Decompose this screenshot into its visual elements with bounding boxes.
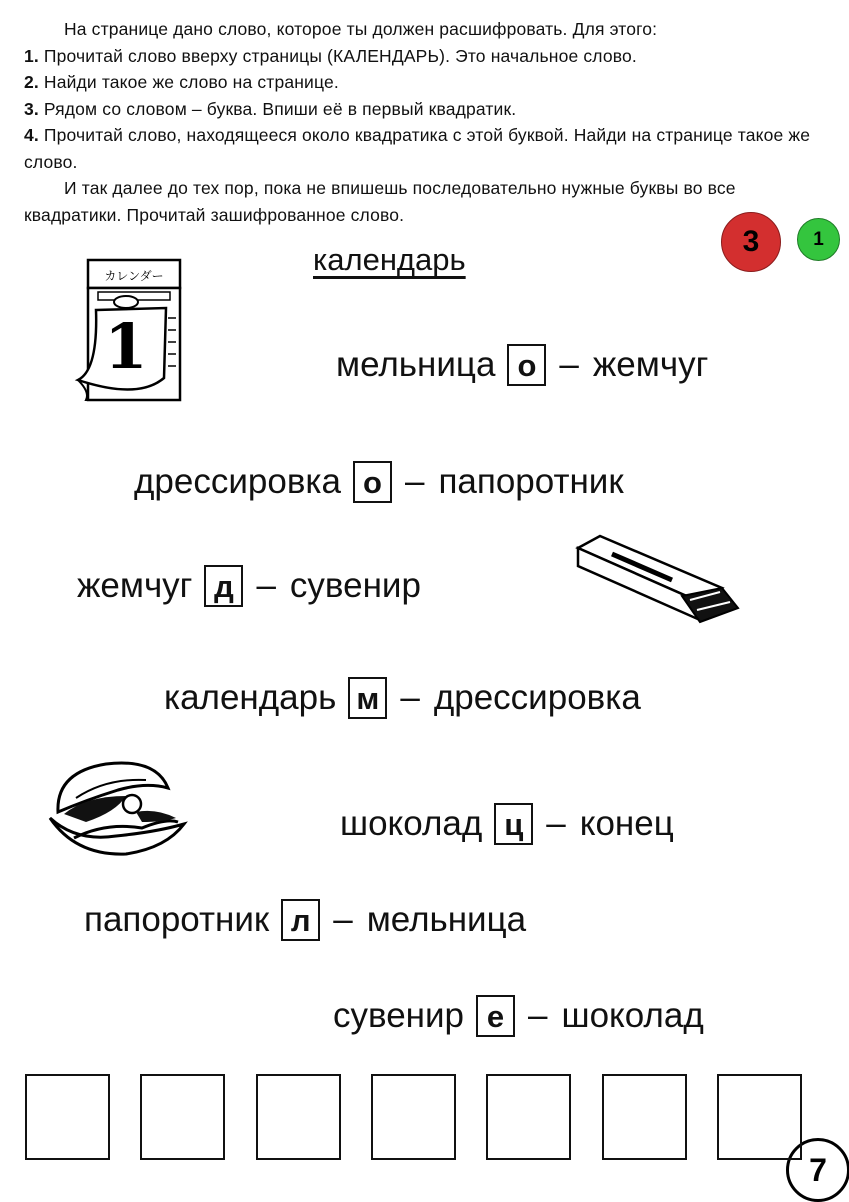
pair-letter: о [353, 461, 392, 503]
answer-box-3[interactable] [256, 1074, 341, 1160]
word-pair-5 [340, 803, 674, 845]
pair-left-word: шоколад [340, 804, 483, 843]
pearl-oyster-icon [46, 752, 191, 862]
pair-letter: е [476, 995, 515, 1037]
instruction-step-1: 1. Прочитай слово вверху страницы (КАЛЕНДАРЬ). Это начальное слово. [24, 45, 637, 66]
score-badge-red: 3 [721, 212, 781, 272]
word-pair-3 [77, 565, 421, 607]
pair-dash: – [404, 462, 425, 501]
pair-left-word: папоротник [84, 900, 270, 939]
pair-right-word: дрессировка [433, 678, 641, 717]
pair-right-word: шоколад [561, 996, 704, 1035]
pair-right-word: мельница [366, 900, 527, 939]
pair-letter: ц [494, 803, 533, 845]
pair-right-word: жемчуг [592, 345, 709, 384]
instruction-step-3: 3. Рядом со словом – буква. Впиши её в первый квадратик. [24, 98, 517, 119]
word-pair-1 [336, 344, 708, 386]
word-pair-2 [134, 461, 624, 503]
pair-right-word: конец [579, 804, 674, 843]
calendar-icon [68, 250, 188, 405]
instructions-intro: На странице дано слово, которое ты должен расшифровать. Для этого: [64, 19, 658, 39]
answer-box-7[interactable] [717, 1074, 802, 1160]
pair-left-word: мельница [336, 345, 496, 384]
pair-right-word: папоротник [438, 462, 624, 501]
word-pair-6 [84, 899, 526, 941]
calendar-label: カレンダー [104, 269, 164, 283]
instructions [24, 16, 824, 228]
calendar-day: 1 [104, 310, 148, 383]
page-number-badge: 7 [786, 1138, 849, 1202]
pair-letter: д [204, 565, 243, 607]
instruction-step-4: 4. Прочитай слово, находящееся около квадратика с этой буквой. Найди на странице такое же слово. [24, 125, 811, 172]
pair-right-word: сувенир [289, 566, 421, 605]
instructions-outro: И так далее до тех пор, пока не впишешь последовательно нужные буквы во все квадратики. Прочитай зашифрованное слово. [24, 178, 736, 225]
word-pair-7 [333, 995, 704, 1037]
word-pair-4 [164, 677, 641, 719]
answer-box-1[interactable] [25, 1074, 110, 1160]
pair-left-word: жемчуг [77, 566, 193, 605]
chocolate-bar-icon [572, 530, 744, 630]
pair-letter: м [348, 677, 387, 719]
pair-dash: – [528, 996, 548, 1035]
instruction-step-2: 2. Найди такое же слово на странице. [24, 72, 339, 92]
answer-box-2[interactable] [140, 1074, 225, 1160]
score-badge-green: 1 [797, 218, 840, 261]
answer-box-4[interactable] [371, 1074, 456, 1160]
pair-dash: – [559, 345, 579, 384]
pair-dash: – [256, 566, 276, 605]
answer-box-5[interactable] [486, 1074, 571, 1160]
pair-letter: л [281, 899, 320, 941]
pair-left-word: календарь [164, 678, 337, 717]
pair-letter: о [507, 344, 546, 386]
pair-left-word: дрессировка [134, 462, 341, 501]
pair-left-word: сувенир [333, 996, 465, 1035]
answer-box-6[interactable] [602, 1074, 687, 1160]
pair-dash: – [546, 804, 566, 843]
pair-dash: – [400, 678, 420, 717]
pair-dash: – [333, 900, 353, 939]
start-word: календарь [313, 242, 466, 277]
